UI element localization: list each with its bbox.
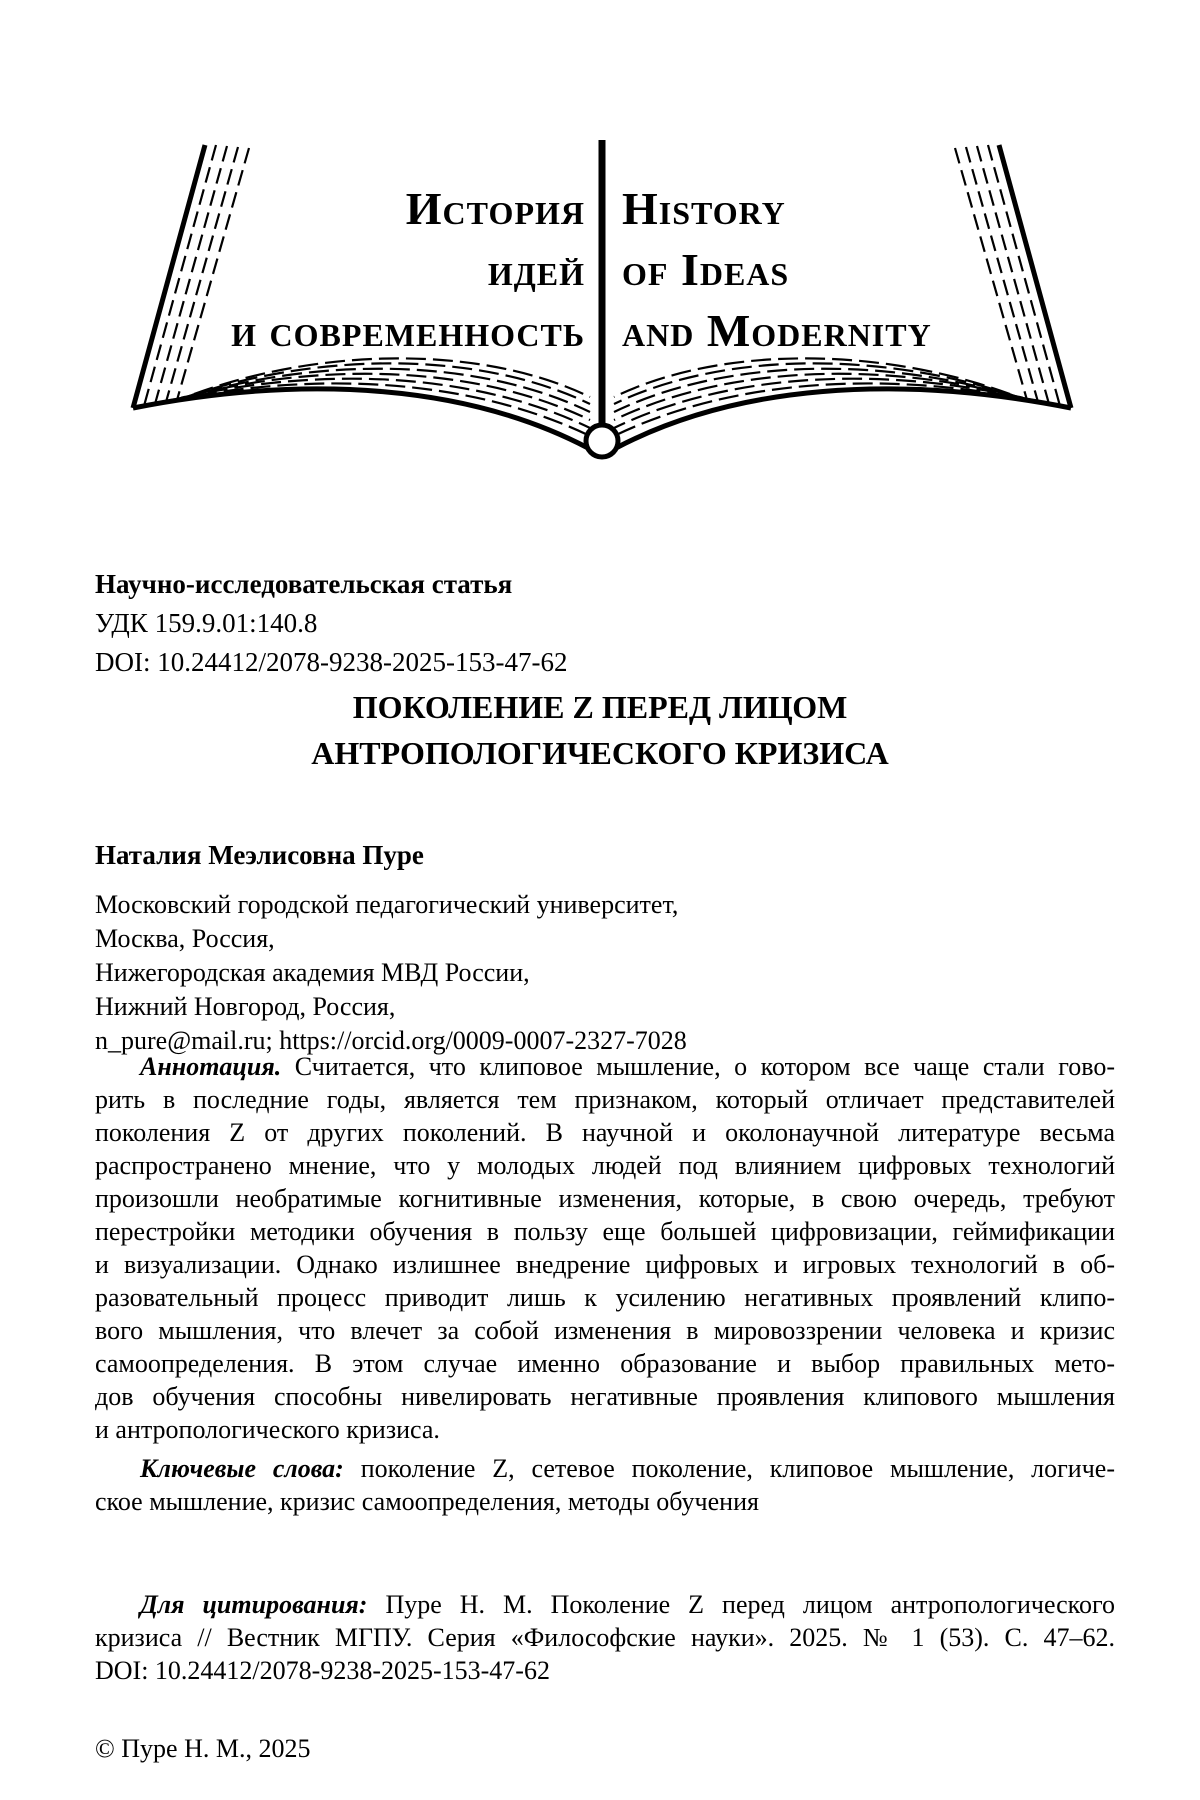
citation [95,1588,1115,1687]
affiliation-line: Нижегородская академия МВД России, [95,958,530,987]
doi-code: DOI: 10.24412/2078-9238-2025-153-47-62 [95,647,568,677]
journal-title-ru-line: История [405,183,585,234]
article-title-line: АНТРОПОЛОГИЧЕСКОГО КРИЗИСА [311,735,889,771]
journal-title-en-line: History [622,183,786,234]
citation-label: Для цитирования: [140,1590,368,1619]
author-name: Наталия Меэлисовна Пуре [95,840,424,870]
journal-title-ru [0,178,585,361]
udk-code: УДК 159.9.01:140.8 [95,608,318,638]
abstract-line: разовательный процесс приводит лишь к усилению негативных проявлений клипо- [95,1283,1115,1312]
keywords-line: Ключевые слова: поколение Z, сетевое поколение, клиповое мышление, логиче- [140,1454,1115,1483]
abstract-line: самоопределения. В этом случае именно образование и выбор правильных мето- [95,1349,1115,1378]
affiliation-line: Москва, Россия, [95,924,275,953]
abstract-line: и антропологического кризиса. [95,1415,440,1444]
abstract-line: рить в последние годы, является тем признаком, который отличает представителей [95,1085,1115,1114]
abstract-line: вого мышления, что влечет за собой изменения в мировоззрении человека и кризис [95,1316,1115,1345]
journal-title-ru-line: идей [487,244,585,295]
abstract-line: поколения Z от других поколений. В научной и околонаучной литературе весьма [95,1118,1115,1147]
citation-line: DOI: 10.24412/2078-9238-2025-153-47-62 [95,1656,550,1685]
journal-logo [0,128,1200,473]
article-meta [95,565,1115,682]
affiliation-line: Нижний Новгород, Россия, [95,992,396,1021]
citation-line: кризиса // Вестник МГПУ. Серия «Философские науки». 2025. № 1 (53). С. 47–62. [95,1623,1115,1652]
abstract-line: и визуализации. Однако излишнее внедрение цифровых и игровых технологий в об- [95,1250,1115,1279]
abstract-label: Аннотация. [140,1052,282,1081]
keywords-line: ское мышление, кризис самоопределения, методы обучения [95,1487,759,1516]
journal-title-en [585,178,932,361]
article-type: Научно-исследовательская статья [95,569,513,599]
article-title-line: ПОКОЛЕНИЕ Z ПЕРЕД ЛИЦОМ [352,689,848,725]
citation-line: Для цитирования: Пуре Н. М. Поколение Z перед лицом антропологического [140,1590,1115,1619]
abstract-line: распространено мнение, что у молодых людей под влиянием цифровых технологий [95,1151,1115,1180]
abstract-line: дов обучения способны нивелировать негативные проявления клипового мышления [95,1382,1115,1411]
author-affiliations [95,888,1115,1058]
keywords-label: Ключевые слова: [140,1454,344,1483]
journal-title-en-line: and Modernity [622,305,932,356]
journal-logo-title [0,178,1200,361]
keywords [95,1452,1115,1518]
author-email-orcid: n_pure@mail.ru; https://orcid.org/0009-0007-2327-7028 [95,1026,687,1055]
copyright-notice: © Пуре Н. М., 2025 [95,1734,311,1763]
abstract-line: перестройки методики обучения в пользу еще большей цифровизации, геймификации [95,1217,1115,1246]
affiliation-line: Московский городской педагогический университет, [95,890,679,919]
journal-title-en-line: of Ideas [622,244,790,295]
abstract-line: произошли необратимые когнитивные изменения, которые, в свою очередь, требуют [95,1184,1115,1213]
abstract-line: Аннотация. Считается, что клиповое мышление, о котором все чаще стали гово- [140,1052,1115,1081]
article-title [0,684,1200,776]
journal-title-ru-line: и современность [231,305,585,356]
abstract [95,1050,1115,1446]
